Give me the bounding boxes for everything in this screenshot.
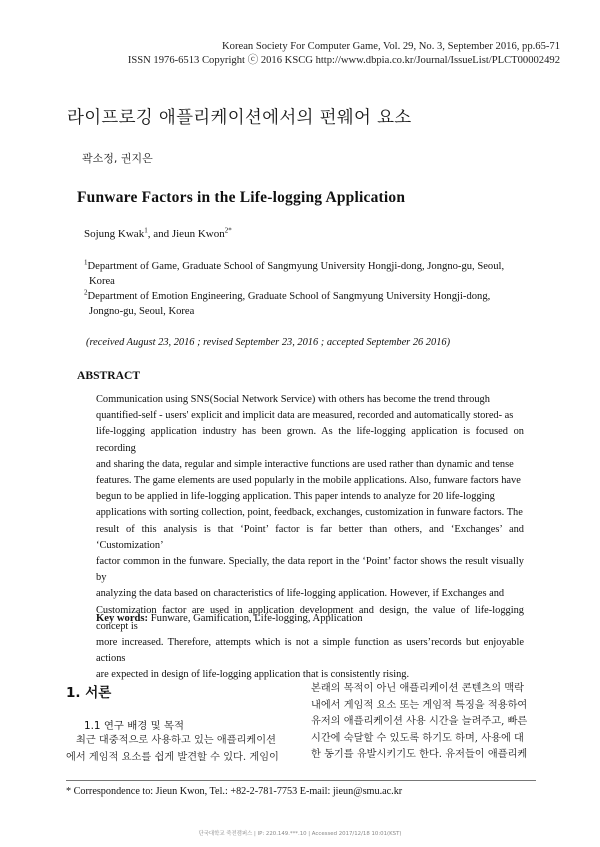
abstract-line: quantified-self - users' explicit and implicit data are measured, recorded and automatically stored- as [96, 410, 514, 422]
affiliation-1-number: 1 [84, 258, 88, 267]
right-column-line: 유저의 애플리케이션 사용 시간을 늘려주고, 빠른 [311, 716, 528, 727]
keywords-label: Key words: [96, 613, 149, 624]
abstract-body [96, 392, 524, 684]
left-column-text [66, 733, 286, 766]
author-1-name: Sojung Kwak [84, 228, 145, 240]
correspondence-footnote: * Correspondence to: Jieun Kwon, Tel.: +82-2-781-7753 E-mail: jieun@smu.ac.kr [66, 786, 403, 797]
received-dates: (received August 23, 2016 ; revised September 23, 2016 ; accepted September 26 2016) [86, 337, 451, 348]
author-separator: , and [147, 228, 172, 240]
author-1-affiliation-mark: 1 [144, 226, 148, 235]
subsection-1-1-heading: 1.1 연구 배경 및 목적 [84, 720, 184, 732]
abstract-line: result of this analysis is that ‘Point’ factor is far better than others, and ‘Exchanges’ and ‘Customization’ [96, 523, 524, 551]
keywords-list: Funware, Gamification, Life-logging, Application [150, 613, 363, 624]
korean-title: 라이프로깅 애플리케이션에서의 펀웨어 요소 [67, 108, 412, 128]
right-column-line: 시간에 숙달할 수 있도록 하기도 하며, 사용에 대 [311, 732, 524, 744]
abstract-line: and sharing the data, regular and simple interactive functions are used rather than dynamic and tense [96, 458, 514, 470]
section-1-heading: 1. 서론 [66, 685, 112, 701]
abstract-line: analyzing the data based on characteristics of life-logging application. However, if Exchanges and [96, 588, 505, 600]
affiliation-2 [84, 289, 524, 319]
download-watermark-footer: 단국대학교 죽전캠퍼스 | IP: 220.149.***.10 | Accessed 2017/12/18 10:01(KST) [198, 831, 402, 837]
abstract-line: begun to be applied in life-logging application. This paper intends to analyze for 20 life-logging [96, 491, 495, 503]
affiliation-2-number: 2 [84, 288, 88, 297]
issn-header-line: ISSN 1976-6513 Copyright ⓒ 2016 KSCG http://www.dbpia.co.kr/Journal/IssueList/PLCT00002492 [127, 55, 560, 66]
affiliation-1 [84, 259, 524, 289]
abstract-line: Customization factor are used in application development and design, the value of life-logging concept is [96, 604, 524, 632]
footnote-divider [66, 780, 536, 781]
abstract-line: applications with sorting collection, point, feedback, exchanges, customization in funware factors. The [96, 507, 523, 519]
keywords [96, 613, 363, 624]
korean-authors: 곽소정, 권지은 [82, 152, 153, 165]
affiliation-2-line-1: Department of Emotion Engineering, Graduate School of Sangmyung University Hongji-dong, [87, 291, 491, 302]
abstract-line: life-logging application industry has been grown. As the life-logging application is focused on recording [96, 426, 524, 454]
english-authors [84, 228, 232, 240]
affiliation-1-line-1: Department of Game, Graduate School of Sangmyung University Hongji-dong, Jongno-gu, Seoul, [87, 261, 505, 272]
abstract-line: are expected in design of life-logging application that is consistently rising. [96, 669, 410, 681]
abstract-line: features. The game elements are used popularly in the mobile applications. Also, funware factors have [96, 475, 521, 487]
right-column-line: 내에서 게임적 요소 또는 게임적 특징을 적용하여 [311, 699, 528, 711]
abstract-line: more increased. Therefore, attempts which is not a simple function as users’records but enjoyable actions [96, 637, 524, 665]
author-2-affiliation-mark: 2* [224, 226, 232, 235]
abstract-heading: ABSTRACT [77, 369, 141, 382]
left-column-line: 에서 게임적 요소를 쉽게 발견할 수 있다. 게임이 [66, 751, 279, 763]
abstract-line: factor common in the funware. Specially, the data report in the ‘Point’ factor shows the result visually by [96, 556, 524, 584]
abstract-line: Communication using SNS(Social Network Service) with others has become the trend through [96, 394, 490, 405]
left-column-line: 최근 대중적으로 사용하고 있는 애플리케이션 [76, 735, 276, 746]
author-2-name: Jieun Kwon [171, 228, 225, 240]
affiliation-2-line-2: Jongno-gu, Seoul, Korea [89, 306, 195, 317]
english-title: Funware Factors in the Life-logging Application [77, 189, 406, 206]
right-column-line: 한 동기를 유발시키기도 한다. 유저들이 애플리케 [311, 749, 528, 760]
affiliation-1-line-2: Korea [89, 276, 115, 287]
journal-header-line: Korean Society For Computer Game, Vol. 29, No. 3, September 2016, pp.65-71 [222, 41, 560, 52]
right-column-text [311, 681, 536, 764]
right-column-line: 본래의 목적이 아닌 애플리케이션 콘텐츠의 맥락 [311, 683, 525, 694]
